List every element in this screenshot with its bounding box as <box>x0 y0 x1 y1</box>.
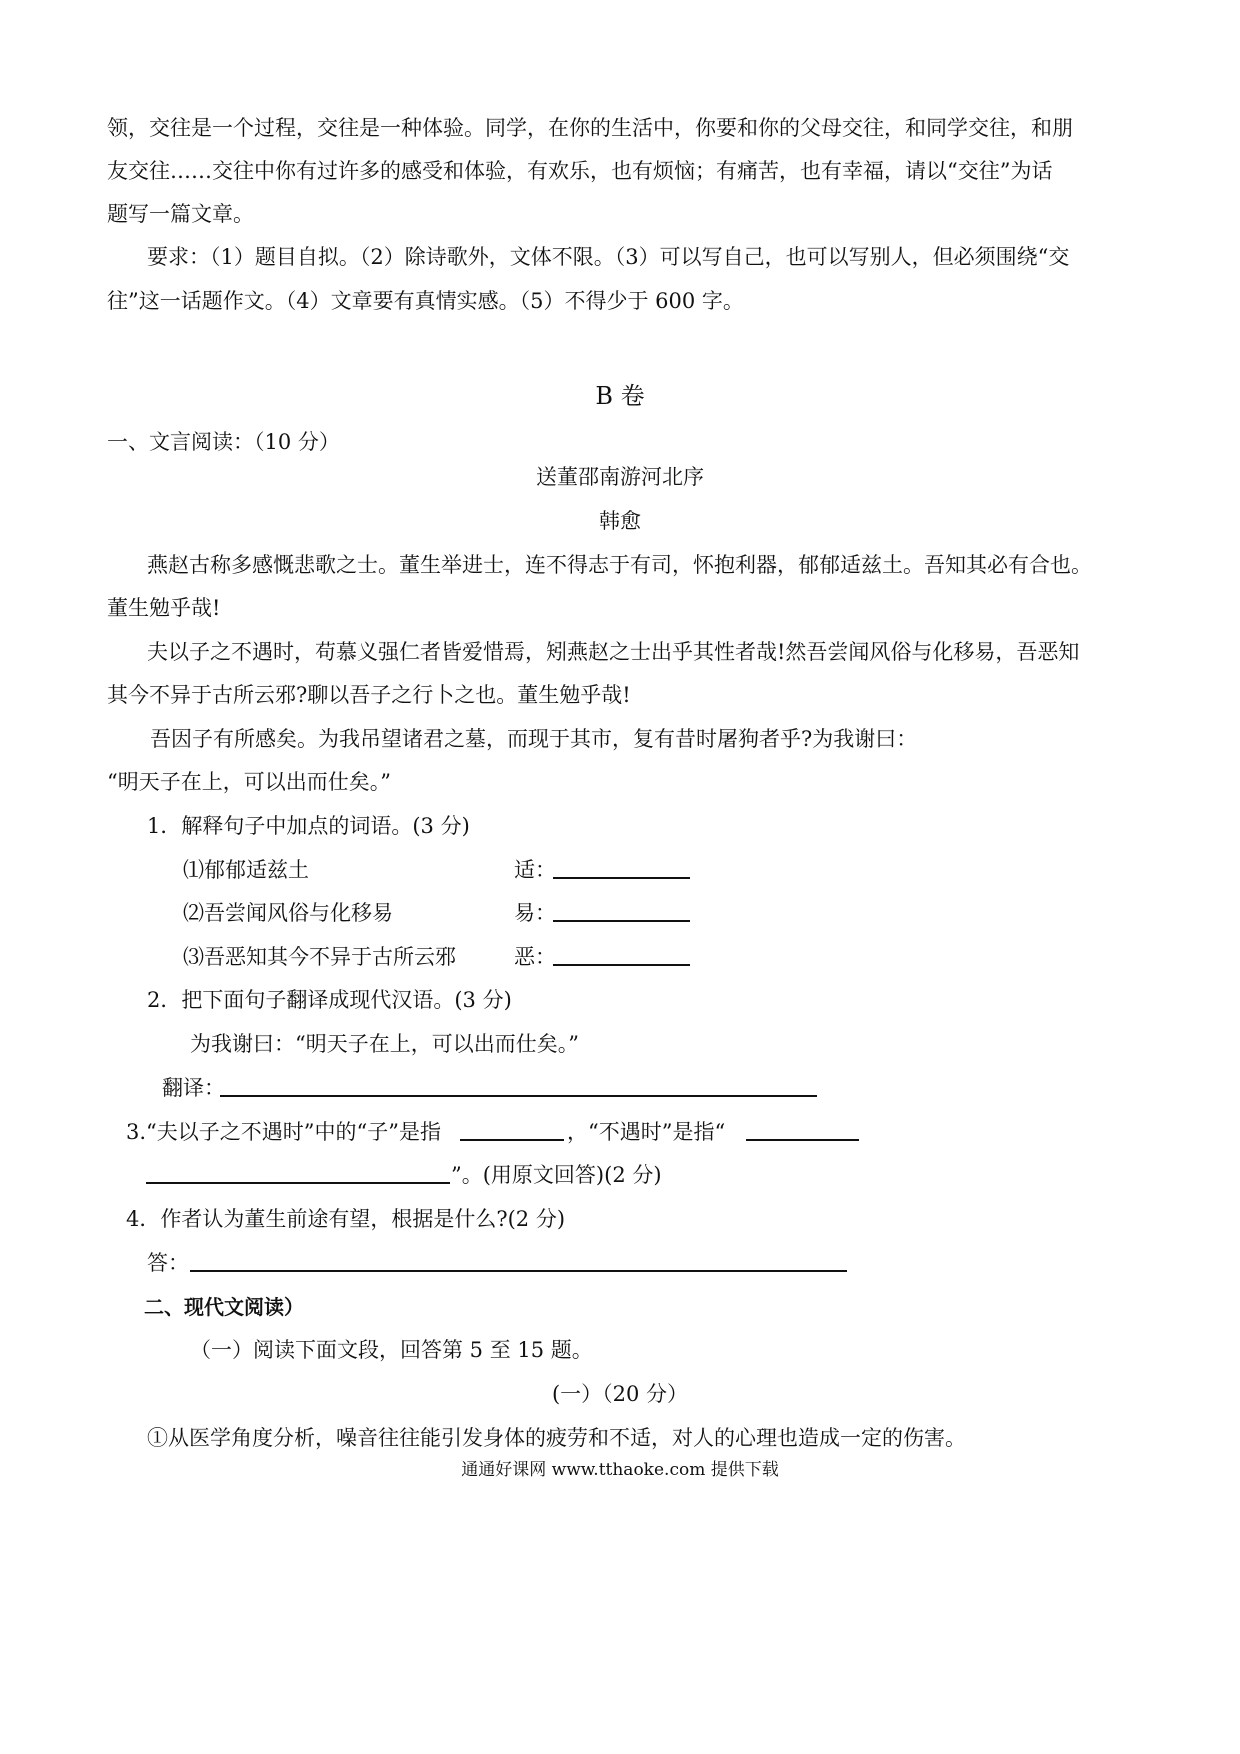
classical-paragraph: 夫以子之不遇时，苟慕义强仁者皆爱惜焉，矧燕赵之士出乎其性者哉!然吾尝闻风俗与化移易，吾恶知 <box>147 640 1080 664</box>
question-4: 4．作者认为董生前途有望，根据是什么?(2 分) <box>126 1207 566 1231</box>
q2-answer-label: 翻译： <box>162 1076 225 1100</box>
q1-answer-blank[interactable] <box>553 877 690 879</box>
classical-paragraph: 董生勉乎哉! <box>107 596 221 620</box>
classical-paragraph: “明天子在上，可以出而仕矣。” <box>107 770 391 794</box>
q2-answer-blank[interactable] <box>220 1095 817 1097</box>
q1-answer-blank[interactable] <box>553 920 690 922</box>
essay-line: 题写一篇文章。 <box>107 202 254 226</box>
q1-sentence: ⑵吾尝闻风俗与化移易 <box>183 901 393 925</box>
question-3-text: 3.“夫以子之不遇时”中的“子”是指 <box>126 1120 441 1144</box>
question-3-text: ”。(用原文回答)(2 分) <box>451 1163 662 1187</box>
q3-answer-blank[interactable] <box>746 1139 859 1141</box>
q2-quote: 为我谢曰：“明天子在上，可以出而仕矣。” <box>190 1032 579 1056</box>
classical-paragraph: 其今不异于古所云邪?聊以吾子之行卜之也。董生勉乎哉! <box>107 683 631 707</box>
q3-answer-blank[interactable] <box>460 1139 564 1141</box>
part2-intro: （一）阅读下面文段，回答第 5 至 15 题。 <box>190 1338 593 1362</box>
page-footer: 通通好课网 www.tthaoke.com 提供下载 <box>461 1460 779 1480</box>
essay-requirement: 往”这一话题作文。（4）文章要有真情实感。（5）不得少于 600 字。 <box>107 289 744 313</box>
q1-word: 恶： <box>514 945 556 969</box>
q1-sentence: ⑴郁郁适兹土 <box>183 858 309 882</box>
q4-answer-label: 答： <box>147 1251 189 1275</box>
section-title: B 卷 <box>595 382 645 410</box>
essay-line: 领，交往是一个过程，交往是一种体验。同学，在你的生活中，你要和你的父母交往，和同学交往，和朋 <box>107 116 1073 140</box>
part1-heading: 一、文言阅读：（10 分） <box>107 430 340 454</box>
part2-subheading: (一）（20 分） <box>551 1382 689 1406</box>
q1-word: 适： <box>514 858 556 882</box>
q1-answer-blank[interactable] <box>553 964 690 966</box>
classical-paragraph: 燕赵古称多感慨悲歌之士。董生举进士，连不得志于有司，怀抱利器，郁郁适兹土。吾知其必有合也。 <box>147 553 1092 577</box>
part2-heading: 二、现代文阅读） <box>144 1295 304 1319</box>
poem-author: 韩愈 <box>599 509 641 533</box>
modern-paragraph: ①从医学角度分析，噪音往往能引发身体的疲劳和不适，对人的心理也造成一定的伤害。 <box>147 1426 966 1450</box>
classical-paragraph: 吾因子有所感矣。为我吊望诸君之墓，而现于其市，复有昔时屠狗者乎?为我谢曰： <box>150 727 918 751</box>
q1-sentence: ⑶吾恶知其今不异于古所云邪 <box>183 945 456 969</box>
essay-line: 友交往……交往中你有过许多的感受和体验，有欢乐，也有烦恼；有痛苦，也有幸福，请以“交往”为话 <box>107 159 1053 183</box>
question-2: 2．把下面句子翻译成现代汉语。(3 分) <box>147 988 512 1012</box>
q4-answer-blank[interactable] <box>190 1270 847 1272</box>
essay-requirement: 要求：（1）题目自拟。（2）除诗歌外，文体不限。（3）可以写自己，也可以写别人，但必须围绕“交 <box>147 245 1070 269</box>
poem-title: 送董邵南游河北序 <box>536 465 704 489</box>
question-3-text: ，“不遇时”是指“ <box>567 1120 726 1144</box>
question-1: 1．解释句子中加点的词语。(3 分) <box>147 814 470 838</box>
q3-answer-blank[interactable] <box>146 1182 450 1184</box>
q1-word: 易： <box>514 901 556 925</box>
